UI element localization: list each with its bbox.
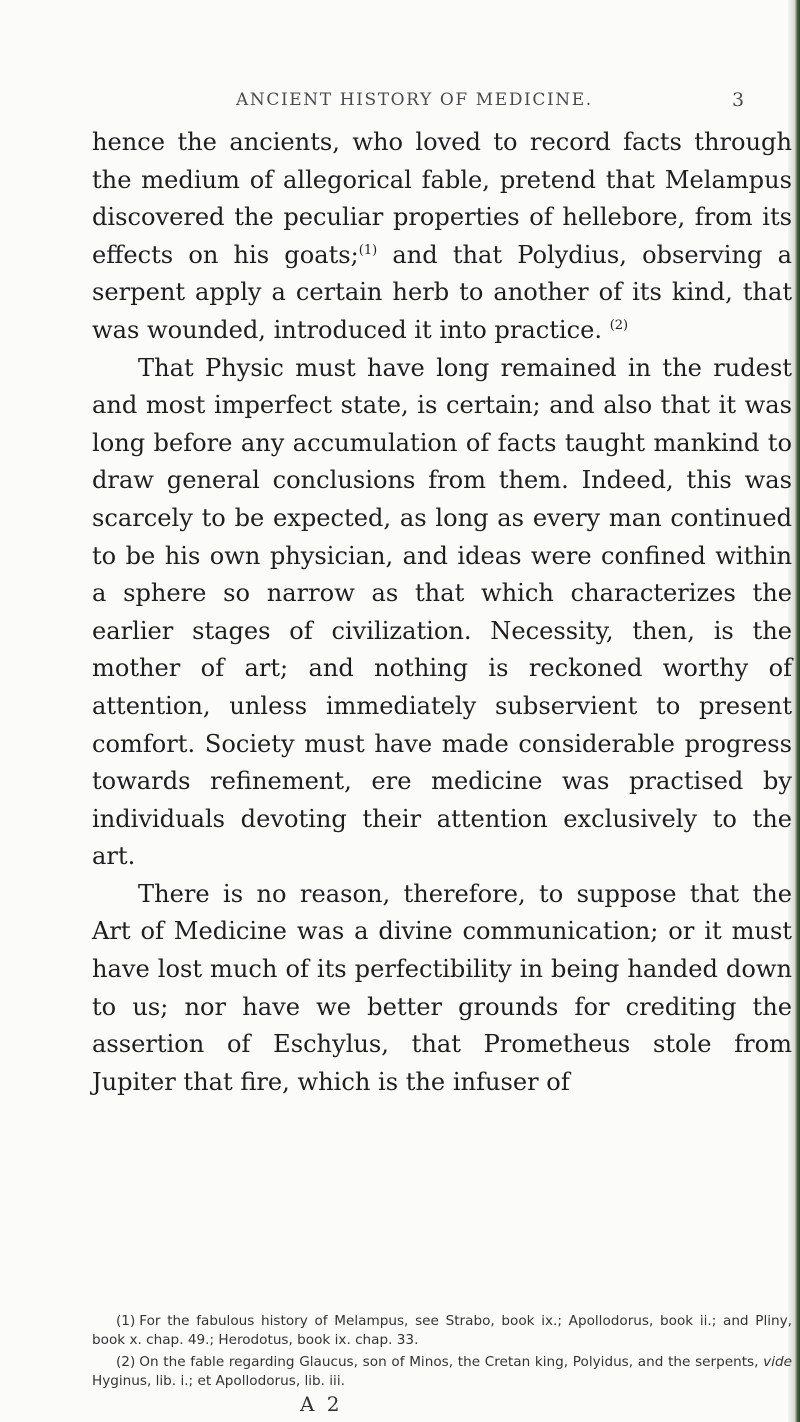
running-title: ANCIENT HISTORY OF MEDICINE. [236,90,593,110]
page-number: 3 [732,89,745,111]
signature-mark: A 2 [300,1392,343,1416]
paragraph-2: That Physic must have long remained in the rudest and most imperfect state, is certain; and also that it was long before any accumulation of facts taught mankind to draw general conclusions from them. Indeed, this was scarcely to be expected, as long as every man continued to be his own physician, and ideas were confined within a sphere so narrow as that which characterizes the earlier stages of civilization. Necessity, then, is the mother of art; and nothing is reckoned worthy of attention, unless immediately subservient to present comfort. Society must have made considerable progress towards refinement, ere medicine was practised by individuals devoting their attention exclusively to the art. [92,353,792,871]
footnote-1-number: (1) [116,1313,136,1329]
paragraph-3: There is no reason, therefore, to suppose that the Art of Medicine was a divine communication; or it must have lost much of its perfectibility in being handed down to us; nor have we better grounds for crediting the assertion of Eschylus, that Prometheus stole from Jupiter that fire, which is the infuser of [92,879,792,1096]
paragraph-1 [92,124,792,350]
footnotes [92,1312,792,1394]
body-text [92,124,792,1101]
footnote-2-number: (2) [116,1354,136,1370]
footnote-1-text: For the fabulous history of Melampus, see Strabo, book ix.; Apollodorus, book ii.; and Pliny, book x. chap. 49.; Herodotus, book ix. chap. 33. [92,1313,792,1348]
footnote-ref-1: (1) [358,242,378,258]
paragraph-1-text-a: hence the ancients, who loved to record facts through the medium of allegorical fable, pretend that Melampus discovered the peculiar properties of hellebore, from its effects on his goats; [92,128,792,269]
footnote-2 [92,1353,792,1391]
footnote-2-vide: vide [763,1354,792,1370]
footnote-2-text-a: On the fable regarding Glaucus, son of Minos, the Cretan king, Polyidus, and the serpents, [139,1354,764,1370]
paragraph-1-text-b: and that Polydius, observing a serpent apply a certain herb to another of its kind, that was wounded, introduced it into practice. [92,240,792,344]
footnote-ref-2: (2) [609,317,629,333]
footnote-1 [92,1312,792,1350]
footnote-2-text-b: Hyginus, lib. i.; et Apollodorus, lib. iii. [92,1373,345,1389]
page-header [0,90,800,114]
